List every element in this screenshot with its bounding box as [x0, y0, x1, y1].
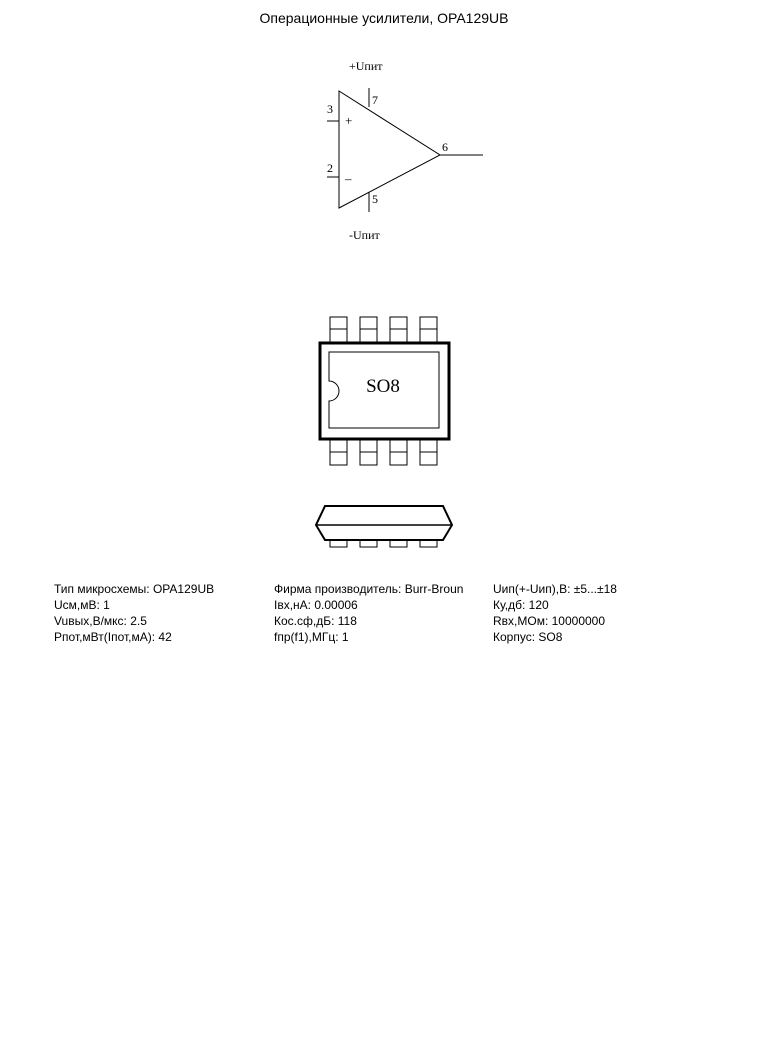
param-input-resistance: Rвх,МОм: 10000000 [493, 614, 606, 628]
vplus-label: +Uпит [349, 59, 383, 73]
pin-3-number: 3 [327, 102, 333, 116]
bottom-pins [330, 440, 437, 465]
opamp-triangle [339, 91, 440, 208]
param-bandwidth: fпр(f1),МГц: 1 [274, 630, 349, 644]
param-supply-voltage: Uип(+-Uип),В: ±5...±18 [493, 582, 617, 596]
package-label: SO8 [366, 376, 400, 397]
pin-2-number: 2 [327, 161, 333, 175]
minus-sign: – [345, 171, 352, 186]
param-offset-voltage: Uсм,мВ: 1 [54, 598, 110, 612]
param-input-current: Iвх,нА: 0.00006 [274, 598, 358, 612]
pin-7-number: 7 [372, 93, 378, 107]
param-gain: Ку,дб: 120 [493, 598, 549, 612]
plus-sign: + [345, 113, 353, 128]
side-body [316, 506, 452, 540]
param-slew-rate: Vuвых,В/мкс: 2.5 [54, 614, 147, 628]
pin-6-number: 6 [442, 140, 448, 154]
top-pins [330, 317, 437, 342]
param-manufacturer: Фирма производитель: Burr-Broun [274, 582, 464, 596]
param-cmrr: Кос.сф,дБ: 118 [274, 614, 357, 628]
param-package: Корпус: SO8 [493, 630, 563, 644]
param-chip-type: Тип микросхемы: OPA129UB [54, 582, 215, 596]
pin-5-number: 5 [372, 192, 378, 206]
package-side-view [316, 506, 452, 547]
vminus-label: -Uпит [349, 228, 380, 242]
param-power: Pпот,мВт(Iпот,мА): 42 [54, 630, 172, 644]
opamp-symbol [327, 88, 483, 212]
page-title: Операционные усилители, OPA129UB [259, 10, 509, 26]
